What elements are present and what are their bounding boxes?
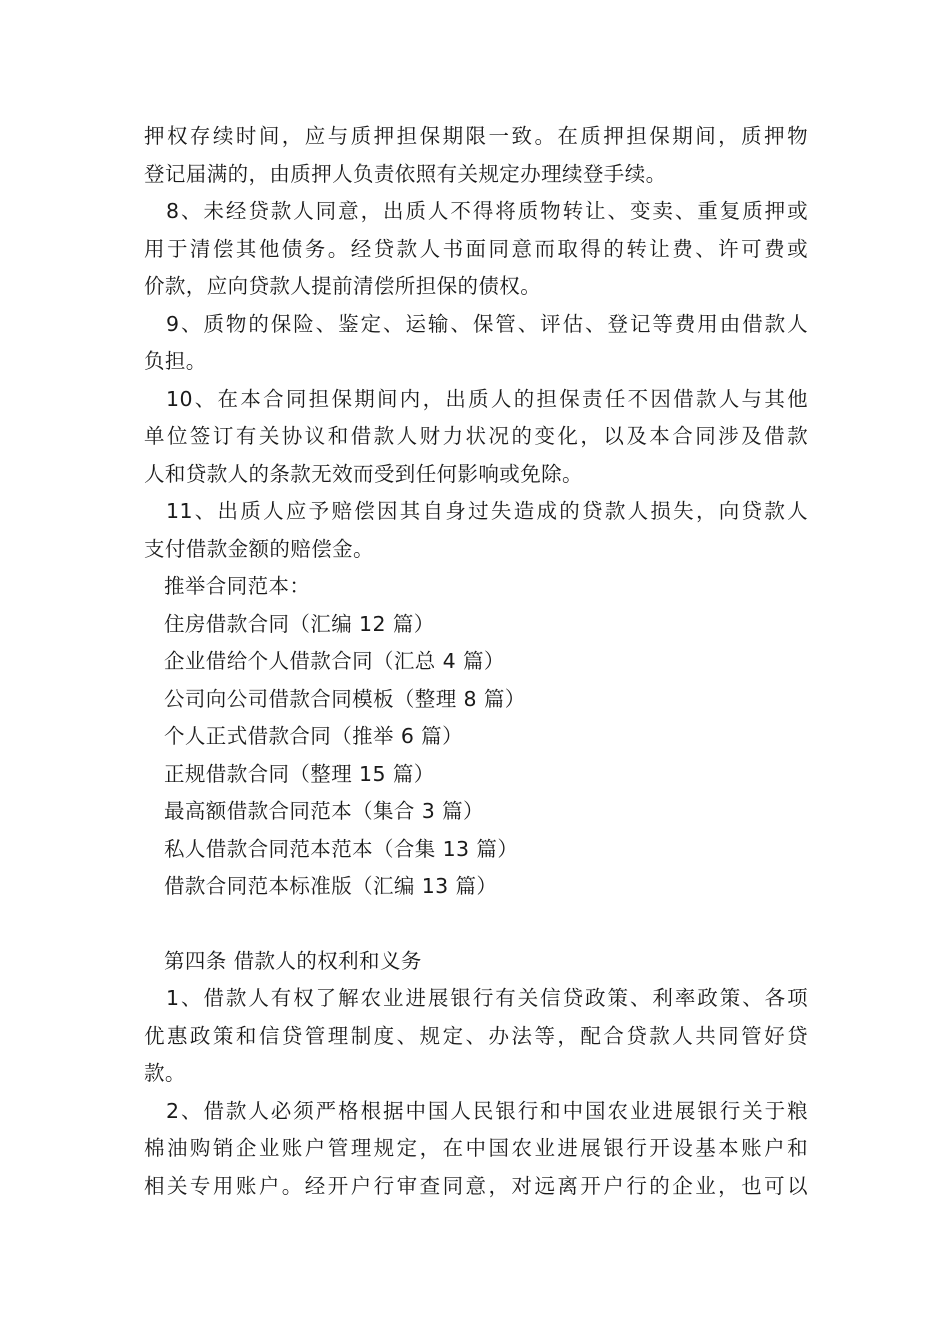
document-body — [144, 118, 808, 1205]
recommend-link[interactable]: 个人正式借款合同（推举 6 篇） — [164, 724, 463, 748]
text-line: 优惠政策和信贷管理制度、规定、办法等，配合贷款人共同管好贷 — [144, 1023, 808, 1048]
paragraph-item-9 — [144, 306, 808, 381]
article-title: 第四条 借款人的权利和义务 — [164, 948, 422, 973]
text-line: 10、在本合同担保期间内，出质人的担保责任不因借款人与其他 — [166, 386, 808, 411]
recommend-link[interactable]: 私人借款合同范本范本（合集 13 篇） — [164, 836, 519, 861]
article-4 — [144, 943, 808, 1206]
text-line: 价款，应向贷款人提前清偿所担保的债权。 — [144, 274, 542, 298]
text-line: 款。 — [144, 1061, 186, 1085]
text-line: 2、借款人必须严格根据中国人民银行和中国农业进展银行关于粮 — [166, 1098, 808, 1123]
text-line: 人和贷款人的条款无效而受到任何影响或免除。 — [144, 461, 583, 486]
paragraph-item-8 — [144, 193, 808, 306]
paragraph-item-10 — [144, 381, 808, 494]
text-line: 用于清偿其他债务。经贷款人书面同意而取得的转让费、许可费或 — [144, 236, 808, 261]
recommend-link[interactable]: 借款合同范本标准版（汇编 13 篇） — [164, 874, 498, 898]
recommend-section — [144, 568, 808, 906]
text-line: 相关专用账户。经开户行审查同意，对远离开户行的企业，也可以 — [144, 1173, 808, 1198]
text-line: 11、出质人应予赔偿因其自身过失造成的贷款人损失，向贷款人 — [166, 499, 808, 523]
text-line: 棉油购销企业账户管理规定，在中国农业进展银行开设基本账户和 — [144, 1136, 808, 1160]
recommend-link[interactable]: 最高额借款合同范本（集合 3 篇） — [164, 799, 484, 823]
text-line: 1、借款人有权了解农业进展银行有关信贷政策、利率政策、各项 — [166, 986, 808, 1010]
recommend-link[interactable]: 企业借给个人借款合同（汇总 4 篇） — [164, 649, 505, 673]
text-line: 8、未经贷款人同意，出质人不得将质物转让、变卖、重复质押或 — [166, 199, 808, 223]
recommend-link[interactable]: 公司向公司借款合同模板（整理 8 篇） — [164, 686, 526, 711]
blank-line — [144, 906, 808, 943]
recommend-link[interactable]: 正规借款合同（整理 15 篇） — [164, 761, 435, 786]
recommend-heading: 推举合同范本： — [164, 574, 311, 598]
paragraph-article4-item-2 — [144, 1093, 808, 1206]
paragraph-item-11 — [144, 493, 808, 568]
text-line: 押权存续时间，应与质押担保期限一致。在质押担保期间，质押物 — [144, 124, 808, 148]
text-line: 支付借款金额的赔偿金。 — [144, 536, 374, 561]
text-line: 负担。 — [144, 349, 207, 373]
text-line: 登记届满的，由质押人负责依照有关规定办理续登手续。 — [144, 161, 667, 186]
paragraph-article4-item-1 — [144, 980, 808, 1093]
text-line: 9、质物的保险、鉴定、运输、保管、评估、登记等费用由借款人 — [166, 311, 808, 336]
recommend-link[interactable]: 住房借款合同（汇编 12 篇） — [164, 611, 435, 636]
paragraph-pledge-duration — [144, 118, 808, 193]
text-line: 单位签订有关协议和借款人财力状况的变化，以及本合同涉及借款 — [144, 424, 808, 448]
